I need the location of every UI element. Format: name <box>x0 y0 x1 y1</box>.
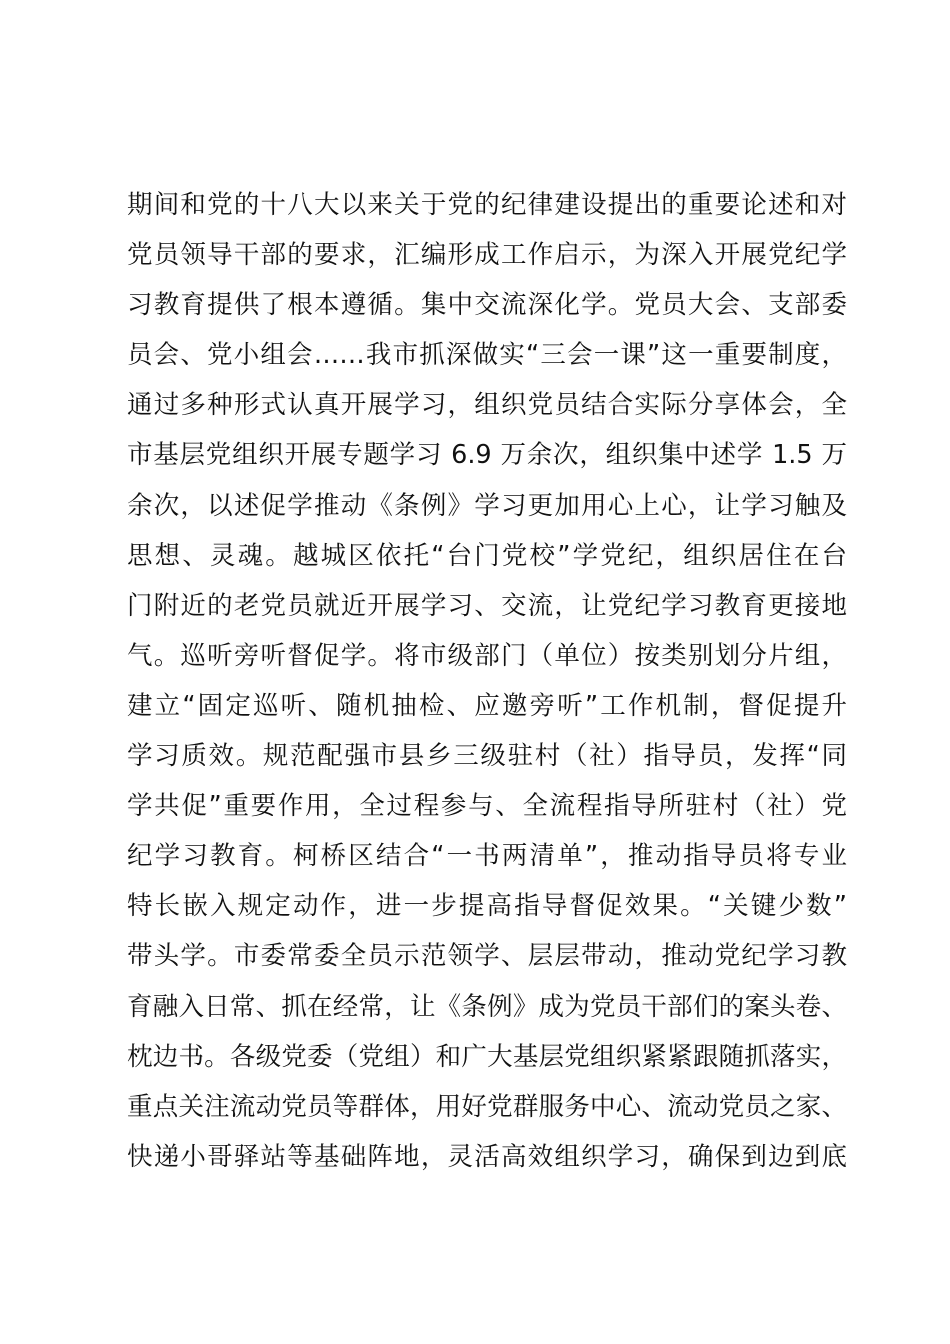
text-line: 党员领导干部的要求，汇编形成工作启示，为深入开展党纪学 <box>127 240 847 271</box>
body-paragraph <box>127 180 847 1182</box>
text-line: 学共促”重要作用，全过程参与、全流程指导所驻村（社）党 <box>127 791 847 822</box>
text-line: 重点关注流动党员等群体，用好党群服务中心、流动党员之家、 <box>127 1091 847 1122</box>
text-line: 员会、党小组会……我市抓深做实“三会一课”这一重要制度， <box>127 340 847 371</box>
text-line: 期间和党的十八大以来关于党的纪律建设提出的重要论述和对 <box>127 190 847 220</box>
text-line: 思想、灵魂。越城区依托“台门党校”学党纪，组织居住在台 <box>127 540 847 571</box>
text-line: 建立“固定巡听、随机抽检、应邀旁听”工作机制，督促提升 <box>127 690 847 721</box>
text-line: 余次，以述促学推动《条例》学习更加用心上心，让学习触及 <box>127 490 847 521</box>
text-line: 习教育提供了根本遵循。集中交流深化学。党员大会、支部委 <box>127 290 847 321</box>
text-line: 特长嵌入规定动作，进一步提高指导督促效果。“关键少数” <box>127 891 847 922</box>
text-line: 育融入日常、抓在经常，让《条例》成为党员干部们的案头卷、 <box>127 991 847 1022</box>
text-line: 枕边书。各级党委（党组）和广大基层党组织紧紧跟随抓落实， <box>127 1041 847 1072</box>
text-line: 学习质效。规范配强市县乡三级驻村（社）指导员，发挥“同 <box>127 741 847 772</box>
text-line: 通过多种形式认真开展学习，组织党员结合实际分享体会，全 <box>127 390 847 421</box>
text-line: 快递小哥驿站等基础阵地，灵活高效组织学习，确保到边到底 <box>127 1141 847 1172</box>
text-line: 气。巡听旁听督促学。将市级部门（单位）按类别划分片组， <box>127 640 847 671</box>
text-line: 纪学习教育。柯桥区结合“一书两清单”，推动指导员将专业 <box>127 841 847 872</box>
text-line: 带头学。市委常委全员示范领学、层层带动，推动党纪学习教 <box>127 941 847 972</box>
text-line: 门附近的老党员就近开展学习、交流，让党纪学习教育更接地 <box>127 590 847 621</box>
text-line: 市基层党组织开展专题学习 6.9 万余次，组织集中述学 1.5 万 <box>127 440 847 471</box>
